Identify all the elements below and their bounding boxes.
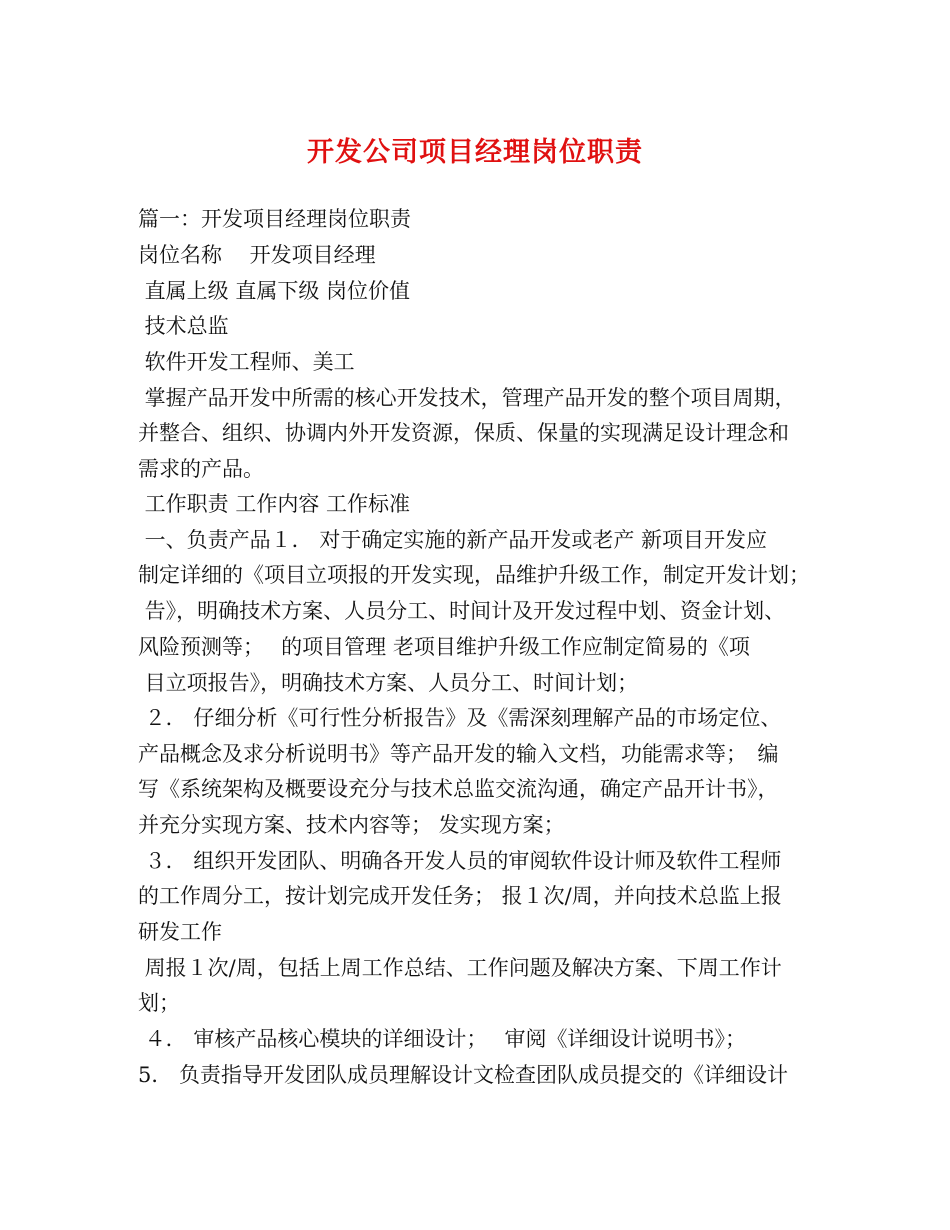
- text-line: 工作职责 工作内容 工作标准: [138, 492, 411, 516]
- document-title: 开发公司项目经理岗位职责: [307, 137, 643, 168]
- text-line: 划；: [138, 991, 180, 1015]
- text-line: 岗位名称 开发项目经理: [138, 243, 376, 267]
- text-line: 写《系统架构及概要设充分与技术总监交流沟通，确定产品开计书》，: [138, 777, 779, 801]
- text-line: 周报１次/周，包括上周工作总结、工作问题及解决方案、下周工作计: [138, 956, 782, 980]
- text-line: 并充分实现方案、技术内容等； 发实现方案；: [138, 813, 565, 837]
- text-line: ３． 组织开发团队、明确各开发人员的审阅软件设计师及软件工程师: [138, 849, 782, 873]
- text-line: 产品概念及求分析说明书》等产品开发的输入文档，功能需求等； 编: [138, 742, 779, 766]
- text-line: 研发工作: [138, 920, 222, 944]
- text-line: ４． 审核产品核心模块的详细设计； 审阅《详细设计说明书》；: [138, 1027, 747, 1051]
- text-line: 篇一：开发项目经理岗位职责: [138, 207, 411, 231]
- text-line: 需求的产品。: [138, 457, 264, 481]
- text-line: 告》，明确技术方案、人员分工、时间计及开发过程中划、资金计划、: [138, 599, 786, 623]
- text-line: ２． 仔细分析《可行性分析报告》及《需深刻理解产品的市场定位、: [138, 706, 782, 730]
- text-line: 的工作周分工，按计划完成开发任务； 报１次/周，并向技术总监上报: [138, 884, 782, 908]
- text-line: 技术总监: [138, 314, 229, 338]
- text-line: 直属上级 直属下级 岗位价值: [138, 279, 411, 303]
- text-line: 并整合、组织、协调内外开发资源，保质、保量的实现满足设计理念和: [138, 421, 789, 445]
- text-line: 掌握产品开发中所需的核心开发技术，管理产品开发的整个项目周期，: [138, 386, 796, 410]
- text-line: 5． 负责指导开发团队成员理解设计文检查团队成员提交的《详细设计: [138, 1063, 789, 1087]
- text-line: 目立项报告》，明确技术方案、人员分工、时间计划；: [138, 671, 639, 695]
- text-line: 软件开发工程师、美工: [138, 350, 355, 374]
- text-line: 制定详细的《项目立项报的开发实现，品维护升级工作，制定开发计划；: [138, 563, 810, 587]
- text-line: 一、负责产品１． 对于确定实施的新产品开发或老产 新项目开发应: [138, 528, 768, 552]
- text-line: 风险预测等； 的项目管理 老项目维护升级工作应制定简易的《项: [138, 635, 750, 659]
